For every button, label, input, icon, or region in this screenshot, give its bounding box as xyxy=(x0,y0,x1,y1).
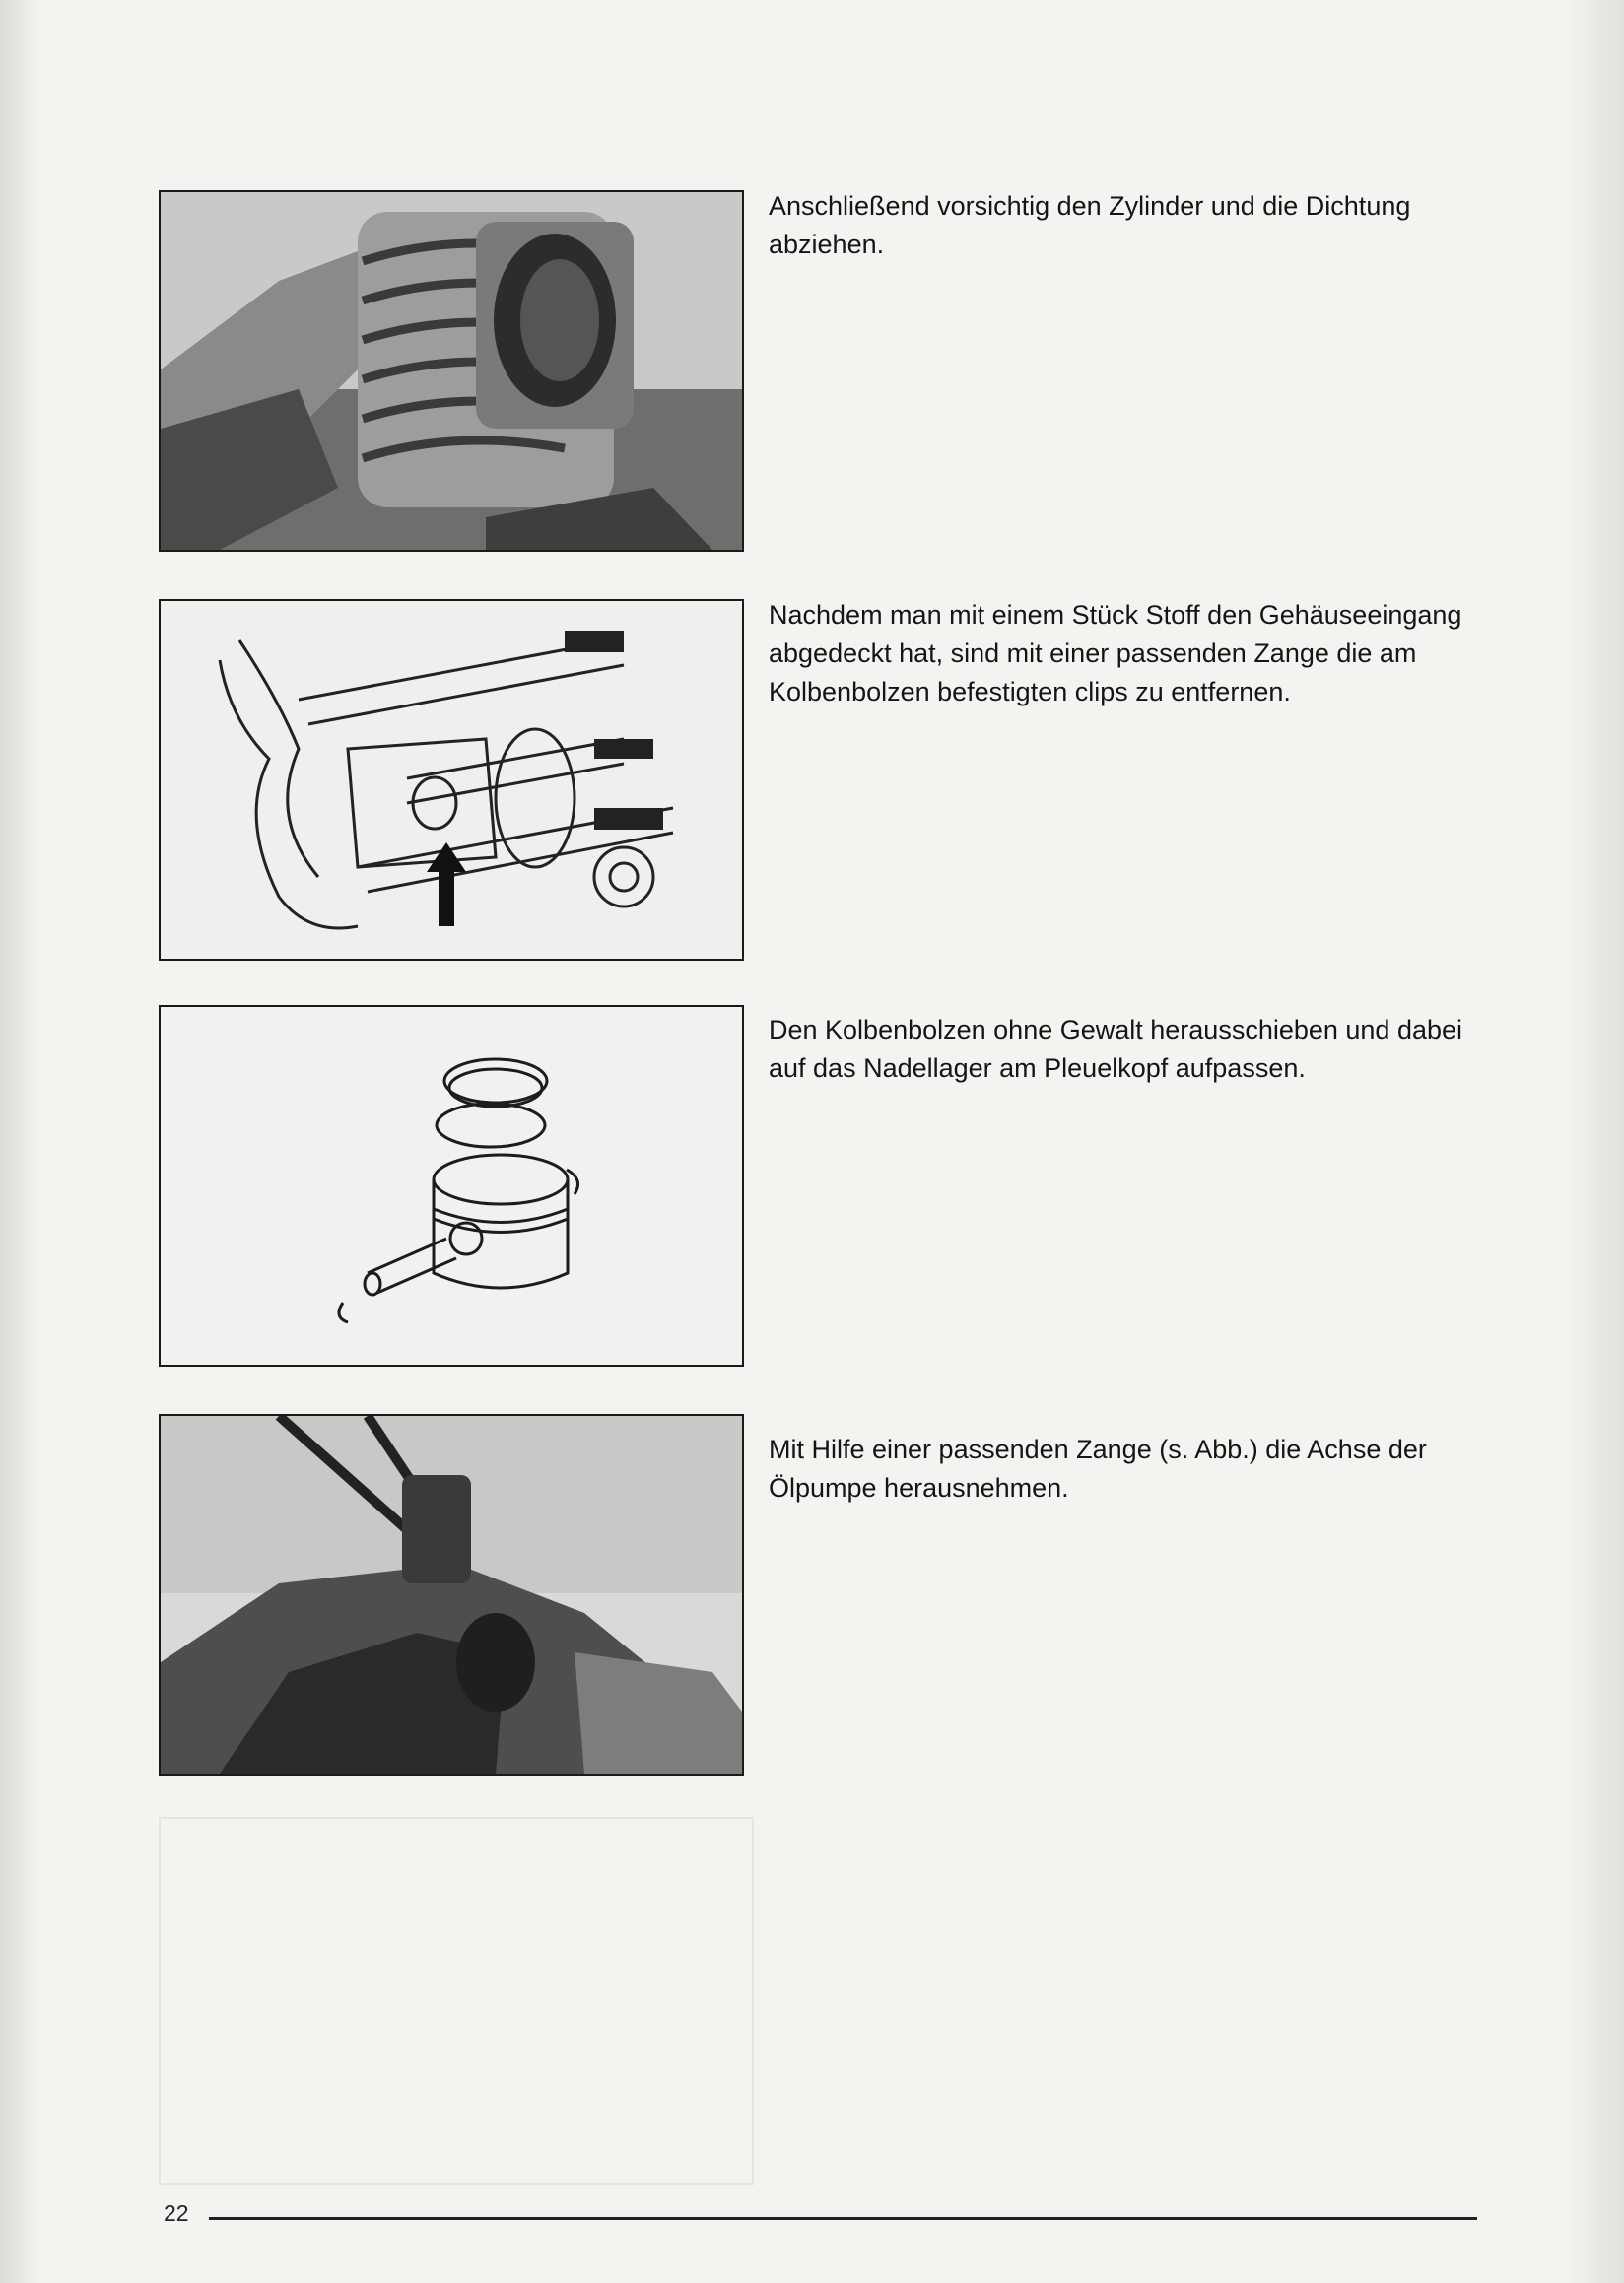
oil-pump-illustration xyxy=(161,1416,742,1774)
piston-clip-illustration xyxy=(161,601,742,959)
page-edge-shadow xyxy=(0,0,39,2283)
piston-parts-illustration xyxy=(161,1007,742,1365)
page-edge-shadow-right xyxy=(1565,0,1624,2283)
page-number: 22 xyxy=(164,2200,189,2226)
cylinder-illustration xyxy=(161,192,742,550)
step-1-caption: Anschließend vorsichtig den Zylinder und die Dichtung abziehen. xyxy=(769,191,1411,259)
footer-rule xyxy=(209,2217,1477,2220)
show-through-frame xyxy=(159,1817,754,2185)
figure-cylinder-photo xyxy=(159,190,744,552)
step-4-caption: Mit Hilfe einer passenden Zange (s. Abb.) die Achse der Ölpumpe herausnehmen. xyxy=(769,1435,1427,1503)
step-3-caption: Den Kolbenbolzen ohne Gewalt herausschieben und dabei auf das Nadellager am Pleuelkopf aufpassen. xyxy=(769,1015,1463,1083)
step-2-caption: Nachdem man mit einem Stück Stoff den Gehäuseeingang abgedeckt hat, sind mit einer passenden Zange die am Kolbenbolzen befestigten clips zu entfernen. xyxy=(769,600,1462,706)
figure-piston-clip-drawing xyxy=(159,599,744,961)
figure-oil-pump-photo xyxy=(159,1414,744,1776)
figure-piston-parts-drawing xyxy=(159,1005,744,1367)
